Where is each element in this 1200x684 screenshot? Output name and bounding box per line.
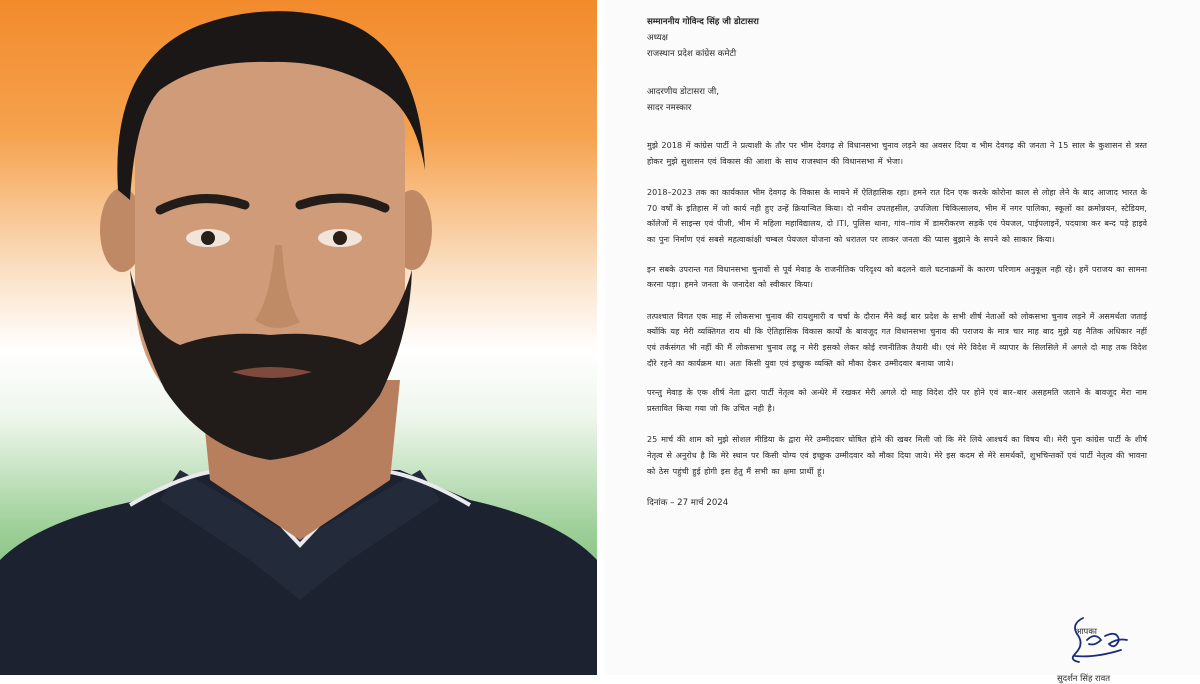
paragraph-4: तत्पश्चात विगत एक माह में लोकसभा चुनाव की रायशुमारी व चर्चा के दौरान मैंने कई बार प्रदेश के सभी शीर्ष नेताओं को लोकसभा चुनाव लड़ने में असमर्थता जताई क्योंकि यह मेरी व्यक्तिगत राय थी कि ऐतिहासिक विकास कार्यों के बावजूद गत विधानसभा चुनाव की पराजय के मात्र चार माह बाद मुझे यह नैतिक अधिकार नहीं एवं तर्कसंगत भी नहीं की मैं लोकसभा चुनाव लडू न मेरी इसको लेकर कोई रणनीतिक तैयारी थी। एवं मेरे विदेश में व्यापार के सिलसिले में अगले दो माह तक विदेश दौरे रहने का कार्यक्रम था। अतः किसी युवा एवं इच्छुक व्यक्ति को मौका देकर उम्मीदवार बनाया जाये। <box>647 311 1147 368</box>
signer-name: सुदर्शन सिंह रावत <box>1057 673 1111 683</box>
paragraph-5: परन्तु मेवाड़ के एक शीर्ष नेता द्वारा पार्टी नेतृत्व को अन्धेरे में रखकर मेरी अगले दो माह विदेश दौरे पर होने एवं बार–बार असहमति जताने के बावजूद मेरा नाम प्रस्तावित किया गया जो कि उचित नही है। <box>647 388 1147 413</box>
letter-date: दिनांक – 27 मार्च 2024 <box>647 498 729 509</box>
paragraph-3: इन सबके उपरान्त गत विधानसभा चुनावों से पूर्व मेवाड़ के राजनीतिक परिदृश्य को बदलने वाले घटनाक्रमों के कारण परिणाम अनुकूल नही रहे। हमें पराजय का सामना करना पड़ा। हमने जनता के जनादेश को स्वीकार किया। <box>647 264 1147 290</box>
greeting-line-1: आदरणीय डोटासरा जी, <box>647 87 720 97</box>
portrait-photo <box>0 0 597 675</box>
recipient-name: सम्माननीय गोविन्द सिंह जी डोटासरा <box>647 17 759 27</box>
recipient-title: अध्यक्ष <box>647 33 668 43</box>
greeting-line-2: सादर नमस्कार <box>647 103 692 113</box>
paragraph-1: मुझे 2018 में कांग्रेस पार्टी ने प्रत्याशी के तौर पर भीम देवगढ़ से विधानसभा चुनाव लड़ने का अवसर दिया व भीम देवगढ़ की जनता ने 15 साल के कुशासन से त्रस्त होकर मुझे सुशासन एवं विकास की आशा के साथ राजस्थान की विधानसभा में भेजा। <box>647 141 1147 166</box>
letter-body <box>647 14 1147 683</box>
letter-document <box>605 0 1200 683</box>
pupil-right <box>333 231 347 245</box>
paragraph-6: 25 मार्च की शाम को मुझे सोशल मीडिया के द्वारा मेरे उम्मीदवार घोषित होने की खबर मिली जो कि मेरे लिये आश्चर्य का विषय थी। मेरी पुनः कांग्रेस पार्टी के शीर्ष नेतृत्व से अनुरोध है कि मेरे स्थान पर किसी योग्य एवं इच्छुक उम्मीदवार को मौका दिया जाये। मेरे इस कदम से मेरे समर्थकों, शुभचिन्तकों एवं पार्टी नेतृत्व की भावना को ठेस पहुंची हुई होगी इस हेतु मैं सभी का क्षमा प्रार्थी हूं। <box>647 435 1147 476</box>
panel-divider <box>597 0 605 675</box>
paragraph-2: 2018–2023 तक का कार्यकाल भीम देवगढ़ के विकास के मायने में ऐतिहासिक रहा। हमने रात दिन एक करके कोरोना काल से लोहा लेने के बाद आजाद भारत के 70 वर्षों के इतिहास में जो कार्य नही हुए उन्हें क्रियान्वित किया। दो नवीन उपतहसील, उपजिला चिकित्सालय, भीम में नगर पालिका, स्कूलों का क्रमोन्नयन, स्टेडियम, कॉलेजों में साइन्स एवं पीजी, भीम में महिला महाविद्यालय, दो ITI, पुलिस थाना, गांव–गांव में डामरीकरण सड़कें एवं पेयजल, पाईपलाइनें, पदयात्रा कर बन्द पड़े हाइवे का पुनः निर्माण एवं सबसे महत्वाकांक्षी चम्बल पेयजल योजना को धरातल पर लाकर जनता की प्यास बुझाने के सपने को साकार किया। <box>647 188 1147 244</box>
portrait-illustration <box>0 0 597 675</box>
recipient-block <box>647 14 1147 62</box>
recipient-org: राजस्थान प्रदेश कांग्रेस कमेटी <box>647 49 737 59</box>
signature-mark <box>1065 610 1135 670</box>
salutation <box>647 84 1147 116</box>
pupil-left <box>201 231 215 245</box>
closing: आपका <box>1075 626 1097 636</box>
